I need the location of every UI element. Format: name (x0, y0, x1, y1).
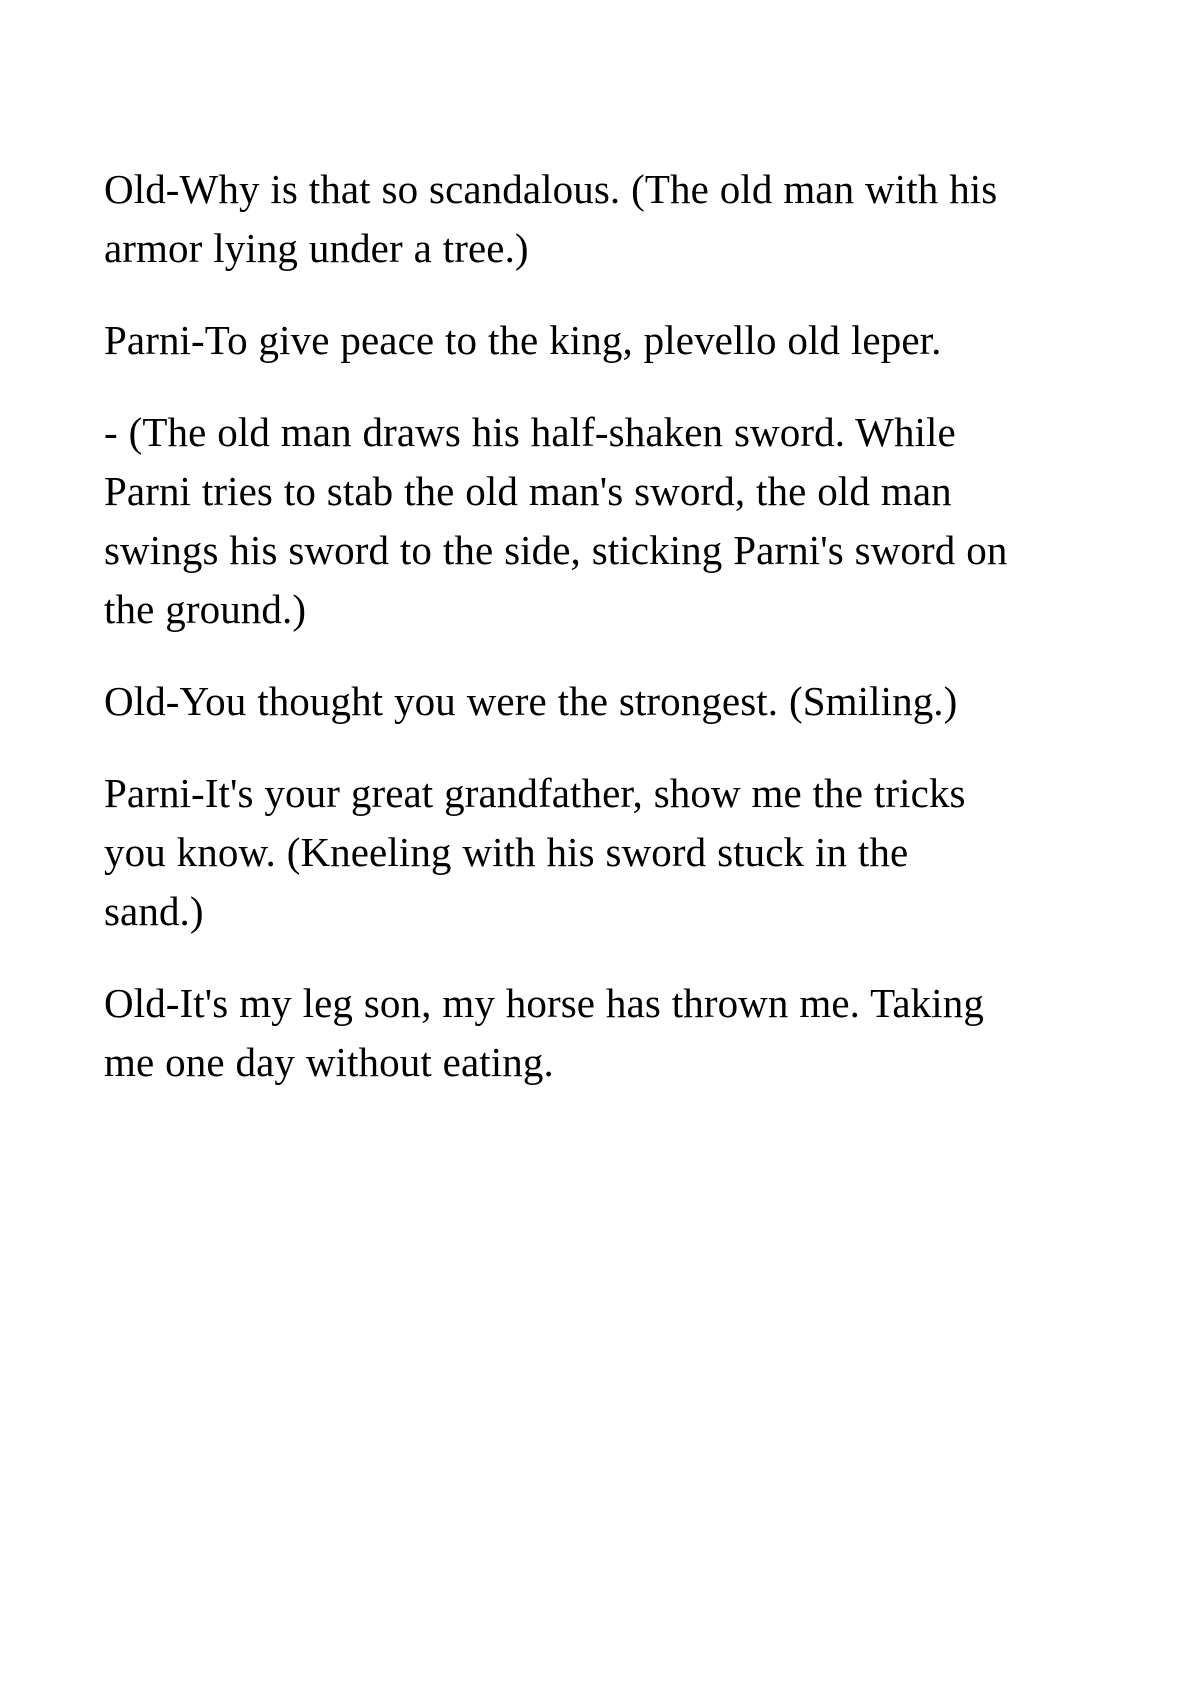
paragraph: Parni-To give peace to the king, plevello old leper. (104, 317, 942, 363)
paragraph: - (The old man draws his half-shaken sword. While Parni tries to stab the old man's sword, the old man swings his sword to the side, sticking Parni's sword on the ground.) (104, 409, 1008, 632)
paragraph: Old-You thought you were the strongest. (Smiling.) (104, 678, 958, 724)
paragraph: Old-It's my leg son, my horse has thrown me. Taking me one day without eating. (104, 980, 984, 1085)
document-text-column (104, 160, 1016, 1092)
paragraph: Old-Why is that so scandalous. (The old man with his armor lying under a tree.) (104, 166, 998, 271)
paragraph: Parni-It's your great grandfather, show me the tricks you know. (Kneeling with his sword stuck in the sand.) (104, 770, 966, 934)
